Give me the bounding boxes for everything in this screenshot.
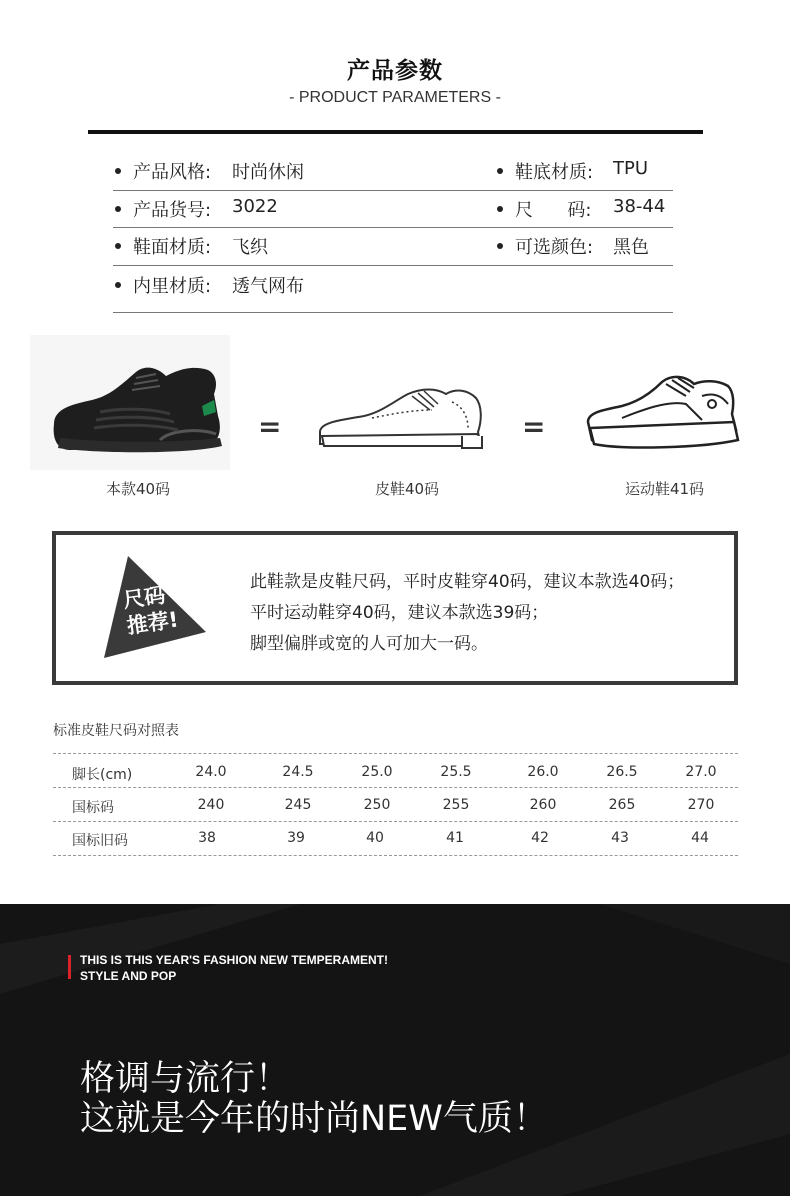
leather-shoe-icon bbox=[312, 380, 487, 455]
param-item-sku bbox=[115, 196, 278, 222]
bullet-icon bbox=[115, 282, 121, 288]
sport-shoe-icon bbox=[582, 370, 742, 452]
table-cell: 43 bbox=[611, 830, 629, 846]
row-divider bbox=[113, 227, 673, 228]
row-divider bbox=[113, 190, 673, 191]
param-value: 黑色 bbox=[613, 237, 649, 258]
table-cell: 26.0 bbox=[527, 764, 559, 780]
black-sneaker-icon bbox=[40, 350, 230, 460]
banner-texture bbox=[0, 904, 790, 1196]
param-label: 内里材质: bbox=[133, 276, 212, 297]
param-item-upper bbox=[115, 233, 268, 259]
table-cell: 44 bbox=[691, 830, 709, 846]
table-cell: 40 bbox=[366, 830, 384, 846]
table-cell: 25.0 bbox=[361, 764, 393, 780]
size-table-caption: 标准皮鞋尺码对照表 bbox=[53, 723, 179, 739]
table-row-label: 脚长(cm) bbox=[72, 767, 133, 783]
accent-bar bbox=[68, 955, 71, 979]
table-cell: 270 bbox=[687, 797, 715, 813]
badge-line: 推荐! bbox=[125, 607, 180, 639]
param-label: 尺 码: bbox=[515, 200, 592, 221]
param-label: 产品风格: bbox=[133, 162, 212, 183]
banner-headline: 格调与流行！ bbox=[80, 1059, 291, 1099]
table-cell: 265 bbox=[608, 797, 636, 813]
table-cell: 255 bbox=[442, 797, 470, 813]
recommend-text-line: 此鞋款是皮鞋尺码，平时皮鞋穿40码，建议本款选40码； bbox=[250, 572, 685, 592]
param-item-lining bbox=[115, 272, 304, 298]
banner-en-line: STYLE AND POP bbox=[80, 969, 177, 983]
table-cell: 42 bbox=[531, 830, 549, 846]
equals-sign: = bbox=[522, 410, 546, 443]
bullet-icon bbox=[115, 206, 121, 212]
table-cell: 27.0 bbox=[685, 764, 717, 780]
recommend-text-line: 平时运动鞋穿40码，建议本款选39码； bbox=[250, 603, 549, 623]
banner-en-line: THIS IS THIS YEAR'S FASHION NEW TEMPERAMENT! bbox=[80, 953, 388, 967]
row-divider bbox=[113, 265, 673, 266]
param-label: 产品货号: bbox=[133, 200, 212, 221]
table-cell: 39 bbox=[287, 830, 305, 846]
page-subtitle: - PRODUCT PARAMETERS - bbox=[289, 89, 501, 106]
bullet-icon bbox=[497, 206, 503, 212]
table-cell: 250 bbox=[363, 797, 391, 813]
table-cell: 25.5 bbox=[440, 764, 472, 780]
table-cell: 245 bbox=[284, 797, 312, 813]
bullet-icon bbox=[497, 168, 503, 174]
param-value: TPU bbox=[613, 158, 649, 179]
bullet-icon bbox=[115, 243, 121, 249]
param-value: 透气网布 bbox=[232, 276, 304, 297]
table-cell: 260 bbox=[529, 797, 557, 813]
table-cell: 38 bbox=[198, 830, 216, 846]
param-label: 可选颜色: bbox=[515, 237, 594, 258]
param-value: 3022 bbox=[232, 196, 278, 217]
param-label: 鞋面材质: bbox=[133, 237, 212, 258]
param-label: 鞋底材质: bbox=[515, 162, 594, 183]
recommend-text-line: 脚型偏胖或宽的人可加大一码。 bbox=[250, 634, 488, 654]
banner-headline: 这就是今年的时尚NEW气质！ bbox=[80, 1099, 548, 1139]
table-cell: 240 bbox=[197, 797, 225, 813]
table-cell: 41 bbox=[446, 830, 464, 846]
table-divider bbox=[53, 753, 738, 754]
bullet-icon bbox=[497, 243, 503, 249]
badge-line: 尺码 bbox=[121, 582, 167, 613]
table-divider bbox=[53, 821, 738, 822]
table-row-label: 国标码 bbox=[72, 800, 114, 816]
param-item-sole bbox=[497, 158, 649, 184]
promo-banner bbox=[0, 904, 790, 1196]
equals-sign: = bbox=[258, 410, 282, 443]
caption-this-model: 本款40码 bbox=[105, 480, 171, 498]
param-value: 时尚休闲 bbox=[232, 162, 304, 183]
param-item-style bbox=[115, 158, 304, 184]
param-item-color bbox=[497, 233, 649, 259]
table-cell: 26.5 bbox=[606, 764, 638, 780]
param-value: 飞织 bbox=[232, 237, 268, 258]
caption-leather-shoe: 皮鞋40码 bbox=[374, 480, 440, 498]
table-cell: 24.5 bbox=[282, 764, 314, 780]
table-divider bbox=[53, 855, 738, 856]
table-divider bbox=[53, 787, 738, 788]
page-title: 产品参数 bbox=[347, 58, 443, 84]
recommend-badge-text bbox=[122, 581, 180, 640]
title-divider bbox=[88, 130, 703, 134]
caption-sport-shoe: 运动鞋41码 bbox=[624, 480, 705, 498]
table-cell: 24.0 bbox=[195, 764, 227, 780]
bullet-icon bbox=[115, 168, 121, 174]
row-divider bbox=[113, 312, 673, 313]
param-value: 38-44 bbox=[613, 196, 666, 217]
table-row-label: 国标旧码 bbox=[72, 833, 128, 849]
param-item-size bbox=[497, 196, 666, 222]
